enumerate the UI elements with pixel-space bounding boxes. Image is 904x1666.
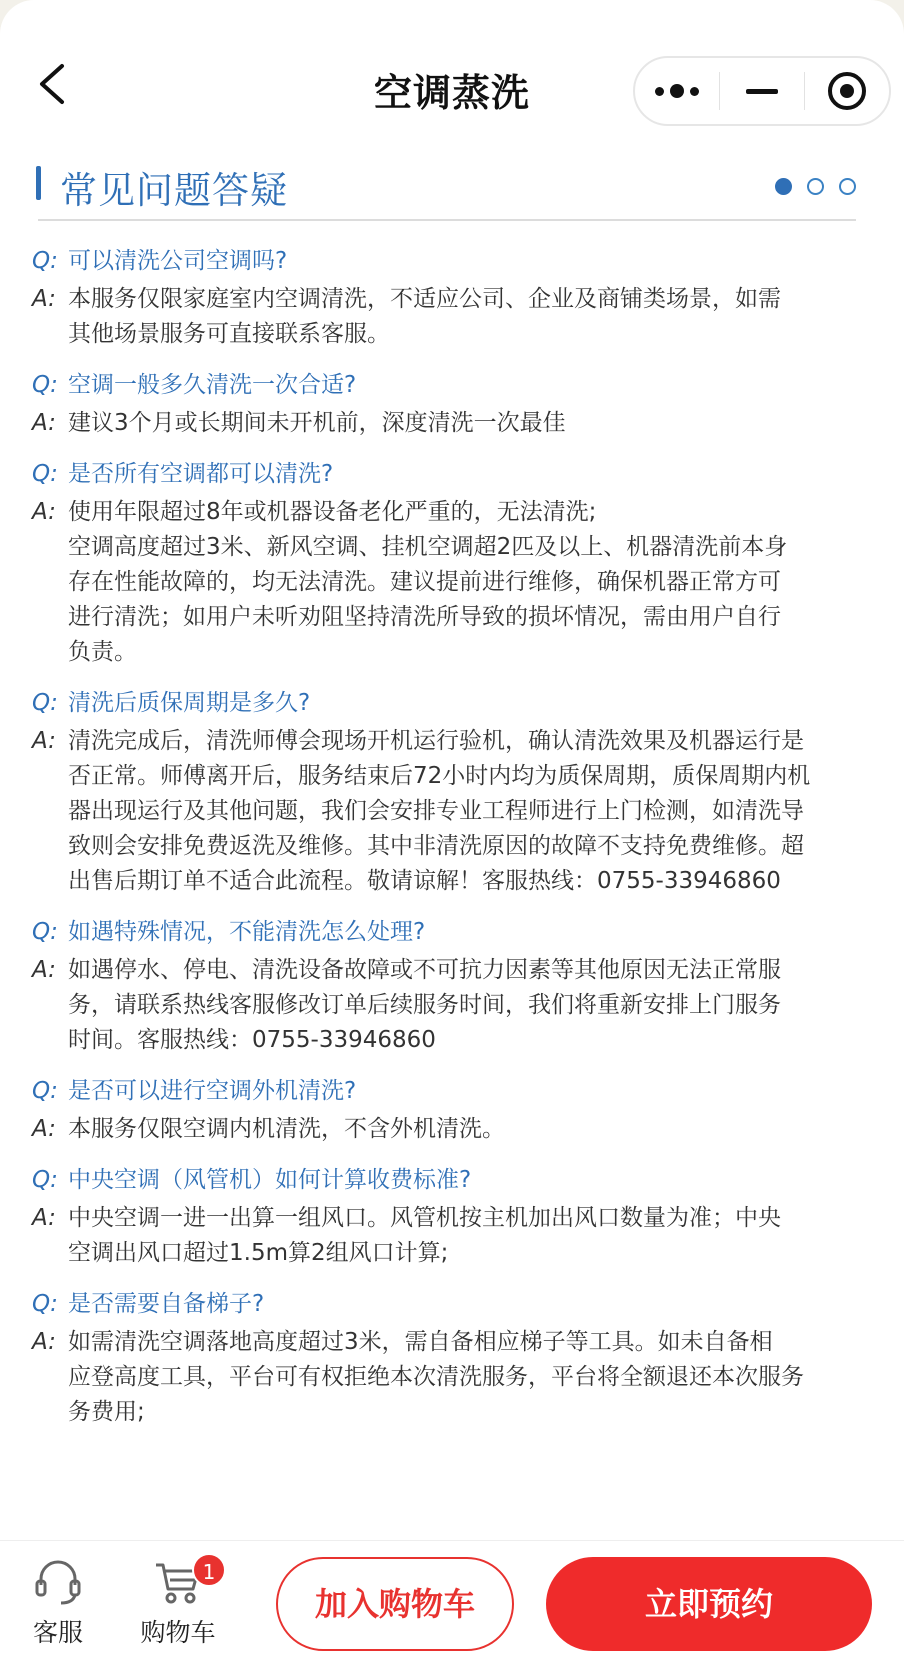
- faq-answer: [32, 953, 872, 1058]
- page-title: 空调蒸洗: [373, 71, 530, 115]
- faq-answer: [32, 495, 872, 670]
- faq-item: [32, 1287, 872, 1430]
- answer-line: 本服务仅限家庭室内空调清洗，不适应公司、企业及商铺类场景，如需: [68, 286, 781, 312]
- faq-question: [32, 244, 872, 278]
- question-prefix: Q:: [32, 1167, 58, 1193]
- question-text: 空调一般多久清洗一次合适?: [68, 372, 357, 398]
- target-icon: [828, 72, 866, 110]
- answer-line: 时间。客服热线：0755-33946860: [68, 1027, 436, 1053]
- answer-line: 使用年限超过8年或机器设备老化严重的，无法清洗;: [68, 499, 597, 525]
- answer-line: 器出现运行及其他问题，我们会安排专业工程师进行上门检测，如清洗导: [68, 798, 804, 824]
- question-text: 中央空调（风管机）如何计算收费标准?: [68, 1167, 472, 1193]
- faq-answer: [32, 1325, 872, 1430]
- question-prefix: Q:: [32, 372, 58, 398]
- answer-line: 如需清洗空调落地高度超过3米，需自备相应梯子等工具。如未自备相: [68, 1329, 773, 1355]
- faq-list: [32, 228, 872, 1430]
- answer-line: 致则会安排免费返洗及维修。其中非清洗原因的故障不支持免费维修。超: [68, 833, 804, 859]
- question-text: 可以清洗公司空调吗?: [68, 248, 288, 274]
- answer-line: 本服务仅限空调内机清洗，不含外机清洗。: [68, 1116, 505, 1142]
- answer-text: [68, 282, 872, 352]
- question-prefix: Q:: [32, 919, 58, 945]
- faq-item: [32, 1074, 872, 1147]
- question-prefix: Q:: [32, 1291, 58, 1317]
- answer-line: 空调高度超过3米、新风空调、挂机空调超2匹及以上、机器清洗前本身: [68, 534, 788, 560]
- answer-prefix: A:: [32, 1205, 56, 1231]
- answer-line: 应登高度工具，平台可有权拒绝本次清洗服务，平台将全额退还本次服务: [68, 1364, 804, 1390]
- answer-text: [68, 1112, 872, 1147]
- answer-text: [68, 724, 872, 899]
- faq-answer: [32, 1201, 872, 1271]
- answer-text: [68, 1325, 872, 1430]
- question-text: 是否所有空调都可以清洗?: [68, 461, 334, 487]
- headset-icon: [33, 1559, 83, 1605]
- question-text: 是否可以进行空调外机清洗?: [68, 1078, 357, 1104]
- answer-prefix: A:: [32, 1116, 56, 1142]
- faq-item: [32, 915, 872, 1058]
- question-text: 如遇特殊情况，不能清洗怎么处理?: [68, 919, 426, 945]
- section-title: 常见问题答疑: [60, 169, 288, 212]
- book-now-button[interactable]: 立即预约: [546, 1557, 872, 1651]
- answer-line: 空调出风口超过1.5m算2组风口计算;: [68, 1240, 449, 1266]
- cart-label: 购物车: [140, 1618, 216, 1647]
- question-prefix: Q:: [32, 1078, 58, 1104]
- answer-line: 中央空调一进一出算一组风口。风管机按主机加出风口数量为准；中央: [68, 1205, 781, 1231]
- pager-dot-3[interactable]: [839, 178, 856, 195]
- answer-text: [68, 495, 872, 670]
- answer-text: [68, 406, 872, 441]
- question-text: 清洗后质保周期是多久?: [68, 690, 311, 716]
- answer-prefix: A:: [32, 1329, 56, 1355]
- more-dots-icon: [655, 84, 699, 98]
- cart-tab[interactable]: [128, 1559, 228, 1649]
- bottom-action-bar: [0, 1540, 904, 1666]
- faq-question: [32, 1287, 872, 1321]
- service-tab[interactable]: [8, 1559, 108, 1649]
- faq-item: [32, 1163, 872, 1271]
- cart-badge: 1: [192, 1553, 226, 1587]
- question-prefix: Q:: [32, 690, 58, 716]
- answer-line: 出售后期订单不适合此流程。敬请谅解！客服热线：0755-33946860: [68, 868, 781, 894]
- service-label: 客服: [32, 1618, 83, 1647]
- more-button[interactable]: [635, 58, 719, 124]
- answer-line: 其他场景服务可直接联系客服。: [68, 321, 390, 347]
- question-prefix: Q:: [32, 461, 58, 487]
- answer-text: [68, 953, 872, 1058]
- faq-answer: [32, 282, 872, 352]
- faq-item: [32, 368, 872, 441]
- question-prefix: Q:: [32, 248, 58, 274]
- answer-line: 否正常。师傅离开后，服务结束后72小时内均为质保周期，质保周期内机: [68, 763, 811, 789]
- answer-line: 务，请联系热线客服修改订单后续服务时间，我们将重新安排上门服务: [68, 992, 781, 1018]
- section-accent-bar: [36, 166, 41, 200]
- pager-dot-2[interactable]: [807, 178, 824, 195]
- answer-line: 存在性能故障的，均无法清洗。建议提前进行维修，确保机器正常方可: [68, 569, 781, 595]
- answer-prefix: A:: [32, 957, 56, 983]
- close-button[interactable]: [805, 58, 889, 124]
- minus-icon: [746, 89, 778, 94]
- answer-line: 负责。: [68, 639, 137, 665]
- answer-prefix: A:: [32, 410, 56, 436]
- answer-prefix: A:: [32, 286, 56, 312]
- faq-section-header: [36, 160, 856, 222]
- answer-text: [68, 1201, 872, 1271]
- faq-item: [32, 686, 872, 899]
- answer-prefix: A:: [32, 728, 56, 754]
- section-divider: [38, 219, 856, 221]
- answer-line: 建议3个月或长期间未开机前，深度清洗一次最佳: [68, 410, 566, 436]
- faq-question: [32, 457, 872, 491]
- faq-question: [32, 686, 872, 720]
- pager-dots: [775, 178, 856, 195]
- pager-dot-1[interactable]: [775, 178, 792, 195]
- faq-question: [32, 1074, 872, 1108]
- mini-program-capsule: [633, 56, 891, 126]
- answer-prefix: A:: [32, 499, 56, 525]
- answer-line: 进行清洗；如用户未听劝阻坚持清洗所导致的损坏情况，需由用户自行: [68, 604, 781, 630]
- faq-item: [32, 457, 872, 670]
- question-text: 是否需要自备梯子?: [68, 1291, 265, 1317]
- faq-question: [32, 368, 872, 402]
- faq-answer: [32, 724, 872, 899]
- answer-line: 如遇停水、停电、清洗设备故障或不可抗力因素等其他原因无法正常服: [68, 957, 781, 983]
- answer-line: 务费用;: [68, 1399, 145, 1425]
- faq-question: [32, 1163, 872, 1197]
- nav-bar: [0, 0, 904, 140]
- answer-line: 清洗完成后，清洗师傅会现场开机运行验机，确认清洗效果及机器运行是: [68, 728, 804, 754]
- add-to-cart-button[interactable]: 加入购物车: [276, 1557, 514, 1651]
- faq-answer: [32, 406, 872, 441]
- faq-answer: [32, 1112, 872, 1147]
- minimize-button[interactable]: [720, 58, 804, 124]
- faq-question: [32, 915, 872, 949]
- faq-item: [32, 244, 872, 352]
